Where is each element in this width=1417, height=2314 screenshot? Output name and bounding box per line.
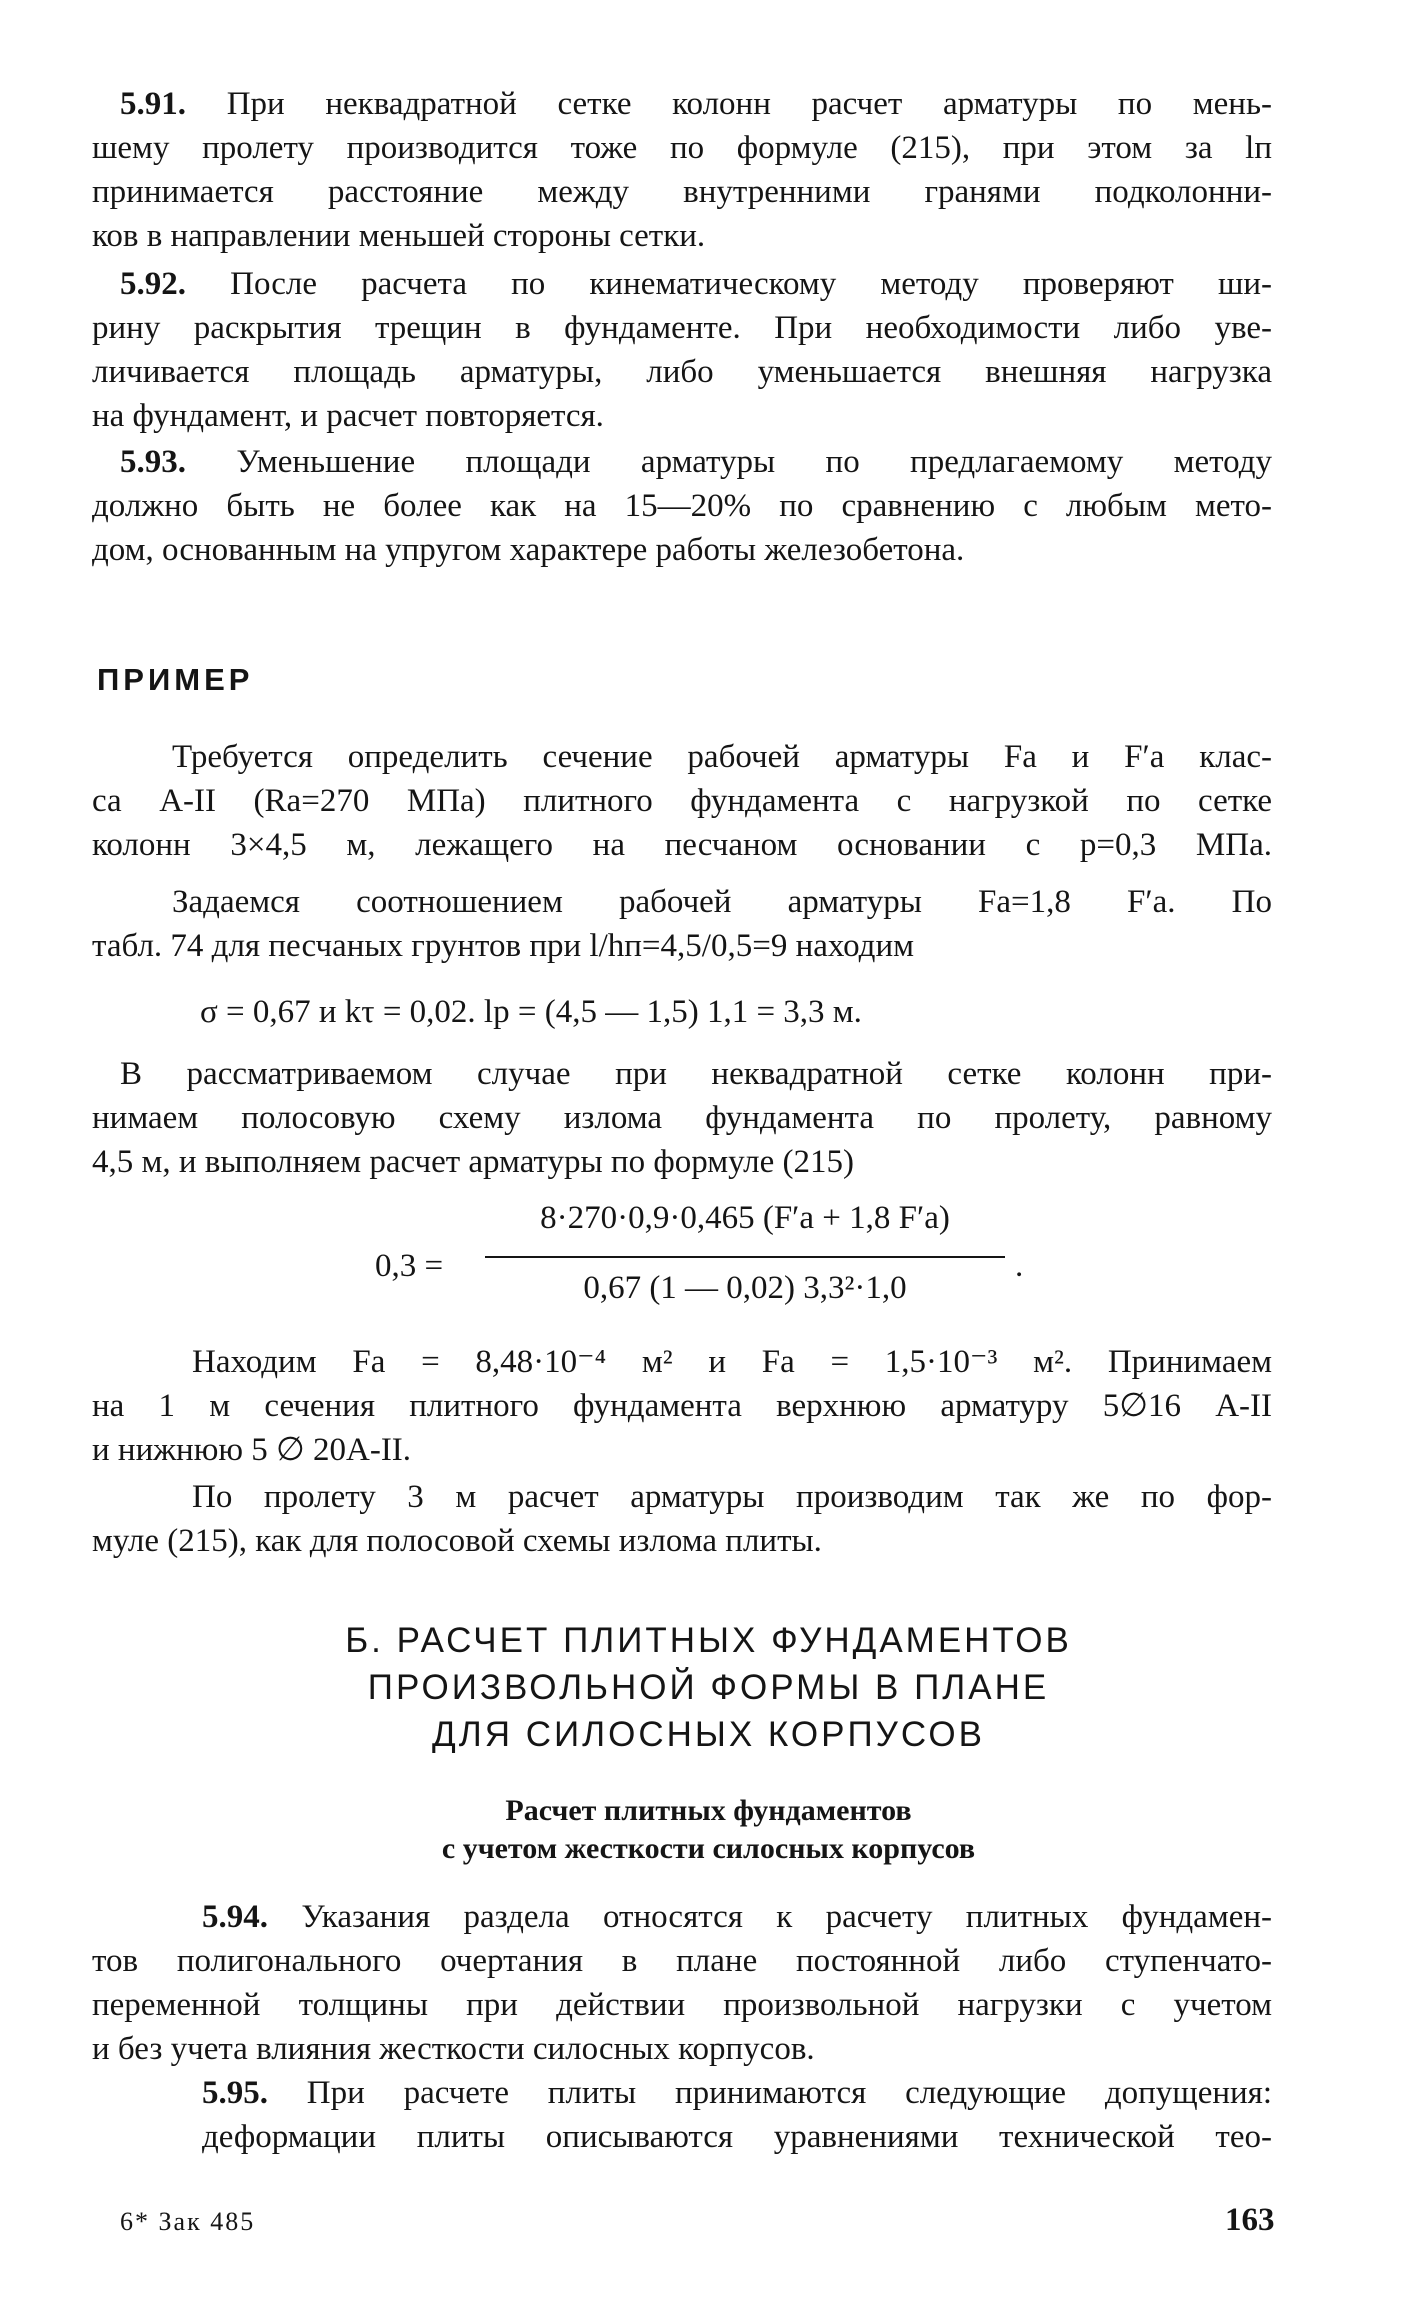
paragraph-5-93: [92, 440, 1272, 572]
section-title-line: ПРОИЗВОЛЬНОЙ ФОРМЫ В ПЛАНЕ: [367, 1668, 1050, 1707]
paragraph-line: муле (215), как для полосовой схемы излома плиты.: [92, 1523, 822, 1559]
section-title-line: ДЛЯ СИЛОСНЫХ КОРПУСОВ: [432, 1715, 985, 1754]
paragraph-line: 4,5 м, и выполняем расчет арматуры по формуле (215): [92, 1144, 854, 1180]
paragraph-line: тов полигонального очертания в плане постоянной либо ступенчато-: [92, 1943, 1272, 1979]
paragraph-5-92: [92, 262, 1272, 438]
paragraph-line: Находим Fа = 8,48·10⁻⁴ м² и Fа = 1,5·10⁻³ м². Принимаем: [192, 1344, 1272, 1380]
paragraph-line: переменной толщины при действии произвольной нагрузки с учетом: [92, 1987, 1272, 2023]
paragraph-5-94: [92, 1895, 1272, 2071]
paragraph-line: 5.95. При расчете плиты принимаются следующие допущения:: [202, 2075, 1273, 2111]
paragraph-line: рину раскрытия трещин в фундаменте. При необходимости либо уве-: [92, 310, 1272, 346]
paragraph-line: Задаемся соотношением рабочей арматуры Fа=1,8 F′а. По: [172, 884, 1272, 920]
formula-coefficients: σ = 0,67 и kτ = 0,02. lр = (4,5 — 1,5) 1,1 = 3,3 м.: [200, 994, 862, 1030]
paragraph-line: нимаем полосовую схему излома фундамента по пролету, равному: [92, 1100, 1272, 1136]
paragraph-line: шему пролету производится тоже по формуле (215), при этом за lп: [92, 130, 1272, 166]
paragraph-line: В рассматриваемом случае при неквадратной сетке колонн при-: [120, 1056, 1272, 1092]
paragraph-line: на 1 м сечения плитного фундамента верхнюю арматуру 5∅16 А-II: [92, 1388, 1272, 1424]
paragraph-line: 5.94. Указания раздела относятся к расчету плитных фундамен-: [202, 1899, 1273, 1935]
paragraph-number: 5.93.: [120, 444, 186, 480]
subsection-title: [0, 1792, 1417, 1868]
paragraph-line: са А-II (Rа=270 МПа) плитного фундамента с нагрузкой по сетке: [92, 783, 1272, 819]
section-title: [0, 1617, 1417, 1758]
paragraph-number: 5.94.: [202, 1899, 268, 1935]
footer-print-info: 6* Зак 485: [120, 2207, 256, 2236]
paragraph-line: колонн 3×4,5 м, лежащего на песчаном основании с p=0,3 МПа.: [92, 827, 1272, 863]
paragraph-line: ков в направлении меньшей стороны сетки.: [92, 218, 706, 254]
paragraph-line: Требуется определить сечение рабочей арматуры Fа и F′а клас-: [172, 739, 1272, 775]
paragraph-line: деформации плиты описываются уравнениями технической тео-: [202, 2119, 1272, 2155]
page-number: 163: [1225, 2202, 1275, 2238]
paragraph-5-95: [92, 2071, 1272, 2159]
paragraph-line: табл. 74 для песчаных грунтов при l/hп=4,5/0,5=9 находим: [92, 928, 915, 964]
example-paragraph-1: [92, 735, 1272, 867]
subsection-title-line: с учетом жесткости силосных корпусов: [441, 1832, 976, 1865]
fraction-bar: [485, 1256, 1005, 1258]
paragraph-number: 5.92.: [120, 266, 186, 302]
subsection-title-line: Расчет плитных фундаментов: [505, 1794, 912, 1827]
formula-end: .: [1015, 1248, 1024, 1284]
fraction-formula: [375, 1200, 1075, 1330]
paragraph-line: 5.93. Уменьшение площади арматуры по предлагаемому методу: [120, 444, 1272, 480]
paragraph-line: должно быть не более как на 15—20% по сравнению с любым мето-: [92, 488, 1272, 524]
example-heading: ПРИМЕР: [97, 662, 254, 697]
paragraph-line: 5.92. После расчета по кинематическому методу проверяют ши-: [120, 266, 1273, 302]
example-paragraph-5: [92, 1475, 1272, 1563]
formula-denominator: 0,67 (1 — 0,02) 3,3²·1,0: [583, 1270, 907, 1306]
example-paragraph-4: [92, 1340, 1272, 1472]
paragraph-line: и без учета влияния жесткости силосных корпусов.: [92, 2031, 815, 2067]
paragraph-line: дом, основанным на упругом характере работы железобетона.: [92, 532, 965, 568]
example-paragraph-2: [92, 880, 1272, 968]
paragraph-number: 5.91.: [120, 86, 186, 122]
paragraph-line: и нижнюю 5 ∅ 20А-II.: [92, 1432, 412, 1468]
formula-numerator: 8·270·0,9·0,465 (F′а + 1,8 F′а): [540, 1200, 950, 1236]
paragraph-line: личивается площадь арматуры, либо уменьшается внешняя нагрузка: [92, 354, 1272, 390]
paragraph-line: По пролету 3 м расчет арматуры производим так же по фор-: [192, 1479, 1272, 1515]
example-paragraph-3: [92, 1052, 1272, 1184]
paragraph-5-91: [92, 82, 1272, 258]
paragraph-number: 5.95.: [202, 2075, 268, 2111]
paragraph-line: на фундамент, и расчет повторяется.: [92, 398, 604, 434]
paragraph-line: принимается расстояние между внутренними гранями подколонни-: [92, 174, 1272, 210]
section-title-line: Б. РАСЧЕТ ПЛИТНЫХ ФУНДАМЕНТОВ: [345, 1621, 1072, 1660]
paragraph-line: 5.91. При неквадратной сетке колонн расчет арматуры по мень-: [120, 86, 1272, 122]
formula-lhs: 0,3 =: [375, 1248, 444, 1284]
